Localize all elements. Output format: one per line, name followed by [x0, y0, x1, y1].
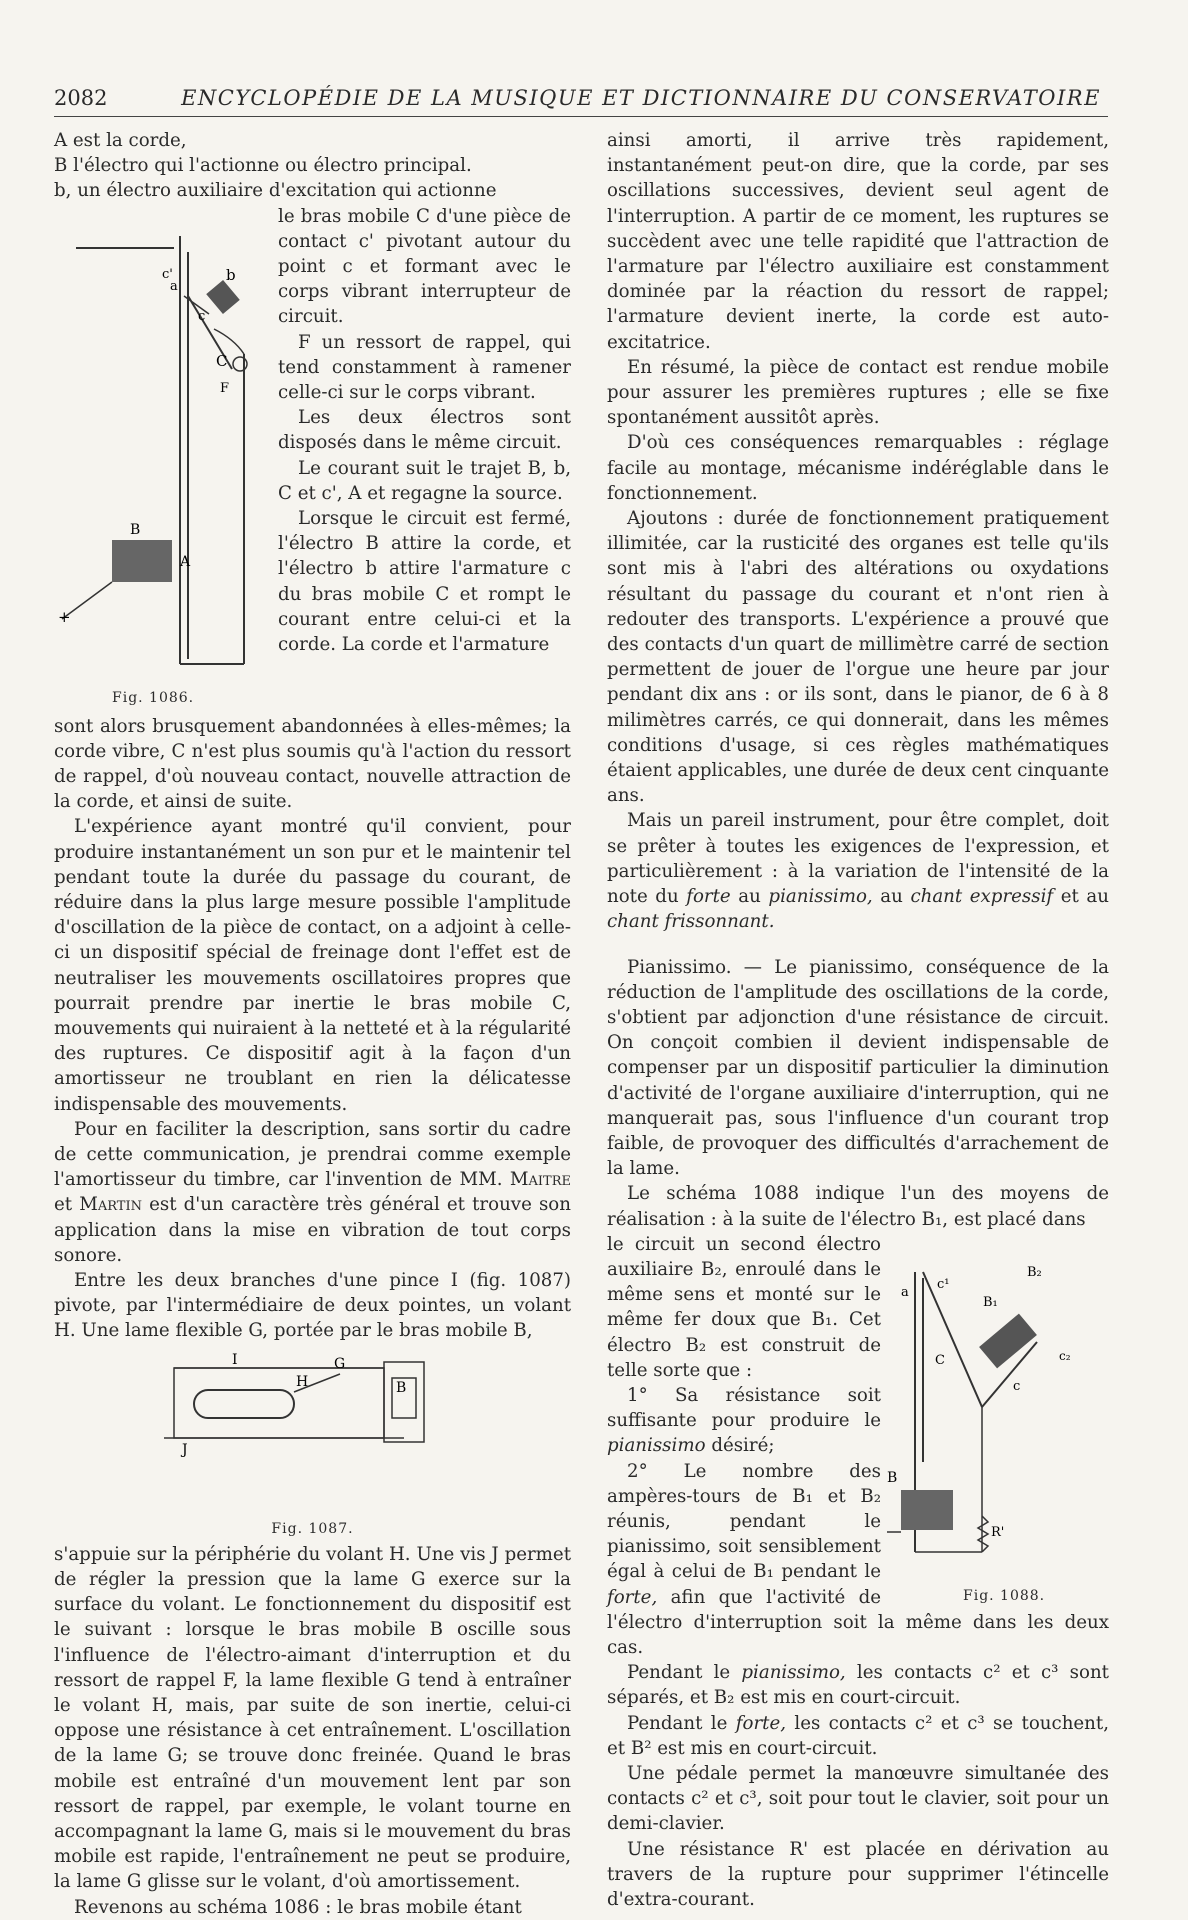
figure-label: B: [887, 1469, 898, 1486]
figure-label: B: [130, 521, 141, 538]
paragraph: Une résistance R' est placée en dérivation au travers de la rupture pour supprimer l'étincelle d'extra-courant.: [607, 1838, 1109, 1911]
paragraph: D'où ces conséquences remarquables : réglage facile au montage, mécanisme indéréglable dans le fonctionnement.: [607, 432, 1109, 504]
paragraph: Lorsque le circuit est fermé, l'électro B attire la corde, et l'électro b attire l'armature c du bras mobile C et rompt le courant entre celui-ci et la corde. La corde et l'armature: [278, 508, 571, 656]
figure-label: G: [334, 1355, 346, 1372]
paragraph: Les deux électros sont disposés dans le même circuit.: [278, 407, 571, 454]
paragraph: le bras mobile C d'une pièce de contact c' pivotant autour du point c et formant avec le corps vibrant interrupteur de circuit.: [278, 205, 571, 328]
paragraph: le circuit un second électro auxiliaire B₂, enroulé dans le même sens et monté sur le même fer doux que B₁. Cet électro B₂ est construit de telle sorte que :: [607, 1233, 881, 1381]
figure-label: C: [935, 1352, 945, 1368]
figure-1086-diagram: [54, 204, 270, 714]
figure-label: B₂: [1027, 1264, 1042, 1280]
left-column: [54, 128, 571, 1920]
paragraph: Ajoutons : durée de fonctionnement pratiquement illimitée, car la rusticité des organes est telle qu'ils sont mis à l'abri des altérations ou oxydations résultant du passage du courant et n'ont rien à redouter des transports. L'expérience a prouvé que des contacts d'un quart de millimètre carré de section permettent de jouer de l'orgue une heure par jour pendant dix ans : or ils sont, dans le pianor, de 6 à 8 milimètres carrés, ce qui donnerait, dans les mêmes conditions d'usage, si ces règles mathématiques étaient applicables, une durée de deux cent cinquante ans.: [607, 508, 1109, 807]
paragraph: sont alors brusquement abandonnées à elles-mêmes; la corde vibre, C n'est plus soumis qu'à l'action du ressort de rappel, d'où nouveau contact, nouvelle attraction de la corde, et ainsi de suite.: [54, 715, 571, 813]
page-number: 2082: [54, 86, 108, 110]
paragraph: L'expérience ayant montré qu'il convient, pour produire instantanément un son pur et le maintenir tel pendant toute la durée du passage du courant, de réduire dans la plus large mesure possible l'amplitude d'oscillation de la pièce de contact, on a adjoint à celle-ci un dispositif spécial de freinage dont l'effet est de neutraliser les mouvements oscillatoires propres que pourrait prendre par inertie le bras mobile C, mouvements qui nuiraient à la netteté et à la régularité des ruptures. Ce dispositif agit à la façon d'un amortisseur ne troublant en rien la délicatesse indispensable des mouvements.: [54, 816, 571, 1115]
figure-1087: [54, 1352, 571, 1542]
figure-label: B: [396, 1379, 407, 1396]
paragraph: s'appuie sur la périphérie du volant H. Une vis J permet de régler la pression que la lame G exerce sur la surface du volant. Le fonctionnement du dispositif est le suivant : lorsque le bras mobile B oscille sous l'influence de l'électro-aimant d'interruption et du ressort de rappel F, la lame flexible G tend à entraîner le volant H, mais, par suite de son inertie, celui-ci oppose une résistance à cet entraînement. L'oscillation de la lame G; se trouve donc freinée. Quand le bras mobile est entraîné d'un mouvement lent par son ressort de rappel, par exemple, le volant tourne en accompagnant la lame G, mais si le mouvement du bras mobile est rapide, l'entraînement ne peut se produire, la lame G glisse sur le volant, d'où amortissement.: [54, 1543, 571, 1893]
paragraph: Pour en faciliter la description, sans sortir du cadre de cette communication, je prendrai comme exemple l'amortisseur du timbre, car l'invention de MM. Maitre et Martin est d'un caractère très général et trouve son application dans la mise en vibration de tout corps sonore.: [54, 1118, 571, 1266]
paragraph: 1° Sa résistance soit suffisante pour produire le pianissimo désiré;: [607, 1384, 881, 1457]
paragraph: Entre les deux branches d'une pince I (fig. 1087) pivote, par l'intermédiaire de deux pointes, un volant H. Une lame flexible G, portée par le bras mobile B,: [54, 1270, 571, 1342]
figure-label: b: [226, 265, 236, 284]
figure-label: c: [198, 308, 206, 324]
figure-label: c¹: [937, 1276, 950, 1292]
paragraph: Revenons au schéma 1086 : le bras mobile étant: [74, 1896, 522, 1918]
figure-label: +: [58, 607, 71, 626]
figure-label: A: [180, 553, 191, 570]
figure-caption: Fig. 1087.: [271, 1520, 354, 1537]
author-name: Maitre: [509, 1169, 571, 1191]
figure-1088: [887, 1232, 1109, 1610]
figure-label: J: [182, 1441, 188, 1458]
figure-label: R': [991, 1524, 1005, 1540]
paragraph: Le schéma 1088 indique l'un des moyens de réalisation : à la suite de l'électro B₁, est placé dans: [607, 1183, 1109, 1230]
paragraph: Mais un pareil instrument, pour être complet, doit se prêter à toutes les exigences de l'expression, et particulièrement : à la variation de l'intensité de la note du forte au pianissimo, au chant expressif et au chant frissonnant.: [607, 810, 1109, 933]
paragraph: Pendant le pianissimo, les contacts c² et c³ sont séparés, et B₂ est mis en court-circuit.: [607, 1662, 1109, 1709]
running-title: ENCYCLOPÉDIE DE LA MUSIQUE ET DICTIONNAIRE DU CONSERVATOIRE: [181, 86, 1101, 110]
page-header: [54, 86, 1108, 117]
figure-label: I: [232, 1351, 238, 1368]
paragraph: B l'électro qui l'actionne ou électro principal.: [54, 155, 472, 177]
figure-1087-diagram: [54, 1352, 571, 1517]
paragraph: b, un électro auxiliaire d'excitation qui actionne: [54, 180, 497, 202]
paragraph: 2° Le nombre des ampères-tours de B₁ et B₂ réunis, pendant le pianissimo, soit sensiblement égal à celui de B₁ pendant le forte, afin que l'activité de l'électro d'interruption soit la même dans les deux cas.: [607, 1460, 1109, 1658]
paragraph: Le courant suit le trajet B, b, C et c', A et regagne la source.: [278, 457, 571, 504]
figure-caption: Fig. 1086.: [112, 689, 195, 706]
figure-label: H: [296, 1373, 309, 1390]
paragraph: Pianissimo. — Le pianissimo, conséquence de la réduction de l'amplitude des oscillations de la corde, s'obtient par adjonction d'une résistance de circuit. On conçoit combien il devient indispensable de compenser par un dispositif particulier la diminution d'activité de l'organe auxiliaire d'interruption, qui ne manquerait pas, sous l'influence d'un courant trop faible, de provoquer des difficultés d'arrachement de la lame.: [607, 956, 1109, 1180]
figure-label: c: [1013, 1378, 1021, 1394]
author-name: Martin: [79, 1194, 142, 1216]
paragraph: F un ressort de rappel, qui tend constamment à ramener celle-ci sur le corps vibrant.: [278, 331, 571, 404]
paragraph: ainsi amorti, il arrive très rapidement, instantanément peut-on dire, que la corde, par ses oscillations successives, devient seul agent de l'interruption. A partir de ce moment, les ruptures se succèdent avec une telle rapidité que l'attraction de l'armature par l'électro auxiliaire est constamment dominée par la réaction du ressort de rappel; l'armature devient inerte, la corde est auto-excitatrice.: [607, 130, 1109, 353]
figure-label: C: [216, 351, 228, 370]
paragraph: A est la corde,: [54, 130, 187, 151]
paragraph: Une pédale permet la manœuvre simultanée des contacts c² et c³, soit pour tout le clavier, soit pour un demi-clavier.: [607, 1763, 1109, 1835]
right-column: [607, 128, 1109, 1912]
figure-1086: [54, 204, 270, 714]
paragraph: En résumé, la pièce de contact est rendue mobile pour assurer les premières ruptures ; elle se fixe spontanément aussitôt après.: [607, 356, 1109, 429]
paragraph: Pendant le forte, les contacts c² et c³ se touchent, et B² est mis en court-circuit.: [607, 1712, 1109, 1759]
figure-label: F: [220, 380, 230, 396]
figure-1088-diagram: [887, 1232, 1109, 1582]
figure-label: c₂: [1059, 1348, 1071, 1363]
figure-label: a: [901, 1284, 909, 1300]
figure-label: a: [170, 278, 178, 294]
figure-caption: Fig. 1088.: [963, 1587, 1046, 1604]
figure-label: B₁: [983, 1294, 998, 1310]
figure-label: c': [162, 266, 173, 282]
section-heading: Pianissimo.: [627, 956, 732, 978]
